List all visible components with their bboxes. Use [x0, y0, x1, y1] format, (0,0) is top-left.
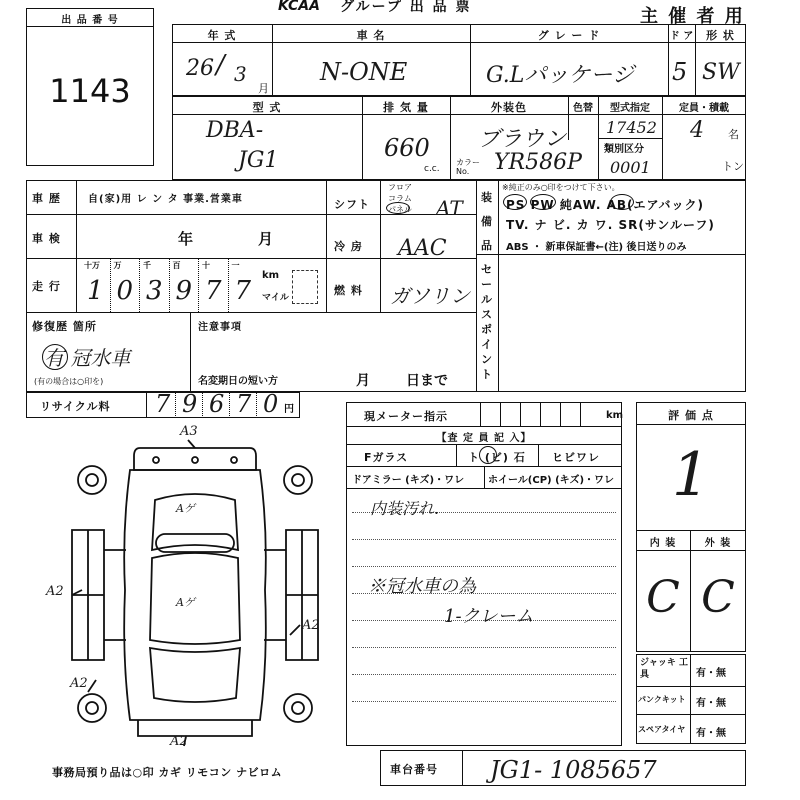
exterior-score: C — [701, 572, 735, 623]
damage-mark-right: A2 — [302, 618, 320, 633]
model-line1: DBA- — [206, 118, 264, 143]
name-change-label: 名変期日の短い方 — [198, 376, 278, 387]
car-name-value: N-ONE — [320, 58, 408, 86]
type-designation-value: 17452 — [606, 118, 657, 137]
score-label: 評 価 点 — [668, 409, 714, 422]
damage-mark-bottom: A2 — [170, 734, 188, 749]
shift-label: シフト — [334, 198, 370, 211]
inspector-note-2: ※冠水車の為 — [368, 576, 476, 597]
history-options: 自(家)用 レ ン タ 事業.営業車 — [88, 194, 243, 205]
recycle-digit: 9 — [182, 390, 198, 418]
capacity-label: 定員・積載 — [679, 103, 729, 114]
recycle-digit: 7 — [236, 390, 252, 418]
shift-option-panel: パネル — [388, 205, 412, 214]
wheel-label: ホイール(CP) (キズ)・ワレ — [488, 475, 615, 486]
year-value: 26 — [186, 56, 214, 81]
mileage-digit-label: 万 — [113, 261, 122, 270]
caution-label: 注意事項 — [198, 322, 242, 333]
mileage-digit: 1 — [87, 276, 104, 306]
mileage-digit: 3 — [146, 276, 163, 306]
mileage-digit-label: 十万 — [84, 261, 100, 270]
shift-value: AT — [436, 196, 463, 220]
inspection-month: 月 — [258, 230, 275, 248]
fuel-value: ガソリン — [390, 284, 470, 308]
roof-mark: Aゲ — [176, 502, 195, 515]
equipment-note: ※純正のみ○印をつけて下さい。 — [502, 183, 620, 192]
mile-label: マイル — [262, 293, 289, 303]
group-title: グループ 出 品 票 — [340, 0, 472, 15]
puncture-kit-label: パンクキット — [638, 695, 686, 704]
body-label: 形 状 — [706, 29, 735, 42]
office-note: 事務局預り品は○印 カギ リモコン ナビロム — [52, 766, 283, 779]
sales-point-label: セールスポイント — [481, 263, 493, 381]
inspection-year: 年 — [178, 230, 195, 248]
color-number-label: カラー No. — [456, 158, 480, 176]
history-label: 車 歴 — [32, 192, 61, 205]
repair-value: 有 冠水車 — [44, 346, 131, 370]
doors-label: ド ア — [669, 31, 694, 42]
equipment-line3: ABS ・ 新車保証書←(注) 後日送りのみ — [506, 242, 687, 253]
mile-checkbox[interactable] — [292, 270, 318, 304]
meter-label: 現メーター指示 — [364, 410, 448, 423]
interior-label: 内 装 — [649, 538, 677, 549]
name-change-day: 日まで — [406, 373, 448, 389]
displacement-unit: c.c. — [424, 164, 440, 174]
km-label: km — [262, 270, 280, 281]
mileage-label: 走 行 — [32, 280, 61, 293]
shift-option-column: コラム — [388, 194, 412, 203]
repair-note: (有の場合は○印を) — [34, 377, 104, 386]
equipment-line2: TV. ナ ビ. カ ワ. SR(サンルーフ) — [506, 218, 715, 232]
type-designation-label: 型式指定 — [610, 103, 650, 114]
capacity-unit: 名 — [728, 128, 739, 141]
month-value: 3 — [234, 62, 247, 86]
mileage-digit: 7 — [205, 276, 222, 306]
capacity-value: 4 — [690, 118, 704, 143]
spare-tire-choice[interactable]: 有・無 — [696, 728, 726, 739]
glass-label: Fガラス — [364, 451, 409, 464]
inspector-title: 【査 定 員 記 入】 — [436, 433, 532, 444]
exterior-label: 外 装 — [704, 538, 732, 549]
car-diagram — [60, 430, 330, 760]
inspector-note-1: 内装汚れ. — [370, 499, 440, 518]
body-mark: Aゲ — [176, 596, 195, 609]
damage-mark-left: A2 — [46, 584, 64, 599]
mileage-digit: 0 — [116, 276, 134, 306]
ac-value: AAC — [398, 236, 447, 261]
class-label: 類別区分 — [604, 144, 644, 155]
car-name-label: 車 名 — [356, 29, 386, 42]
puncture-kit-choice[interactable]: 有・無 — [696, 698, 726, 709]
recycle-unit: 円 — [284, 404, 294, 415]
interior-score: C — [646, 572, 680, 623]
displacement-label: 排 気 量 — [383, 101, 429, 114]
class-value: 0001 — [610, 158, 651, 177]
month-unit: 月 — [258, 82, 269, 95]
lot-label: 出 品 番 号 — [61, 15, 119, 26]
fuel-label: 燃 料 — [334, 284, 363, 297]
ac-label: 冷 房 — [334, 240, 363, 253]
load-unit: トン — [722, 160, 744, 173]
damage-mark-top: A3 — [180, 424, 198, 439]
body-value: SW — [702, 60, 740, 85]
name-change-month: 月 — [356, 373, 371, 389]
displacement-value: 660 — [384, 134, 430, 162]
doors-value: 5 — [672, 58, 688, 86]
grade-value: G.Lパッケージ — [486, 63, 634, 88]
mileage-digit: 9 — [175, 276, 193, 306]
mirror-label: ドアミラー (キズ)・ワレ — [352, 475, 465, 486]
organizer-label: 主 催 者 用 — [640, 6, 745, 27]
repair-label: 修復歴 箇所 — [32, 320, 97, 333]
jack-choice[interactable]: 有・無 — [696, 668, 726, 679]
equipment-label: 装備品 — [481, 191, 493, 252]
logo: KCAA — [278, 0, 320, 14]
glass-crack: ヒビワレ — [552, 451, 600, 464]
mileage-digit-label: 一 — [231, 261, 240, 270]
inspector-note-3: 1-クレーム — [444, 606, 534, 627]
grade-label: グ レ ー ド — [537, 29, 601, 42]
meter-km: km — [606, 410, 624, 421]
score-value: 1 — [671, 440, 711, 510]
chassis-label: 車台番号 — [390, 763, 438, 776]
color-value: ブラウン — [478, 127, 567, 152]
lot-number: 1143 — [49, 72, 131, 110]
color-change-label: 色替 — [573, 103, 593, 114]
year-label: 年 式 — [207, 29, 237, 42]
color-number-value: YR586P — [494, 150, 582, 175]
equipment-line1: PS PW 純AW. AB(エアバック) — [506, 198, 705, 212]
mileage-digit-label: 百 — [172, 261, 181, 270]
inspection-label: 車 検 — [32, 232, 61, 245]
color-label: 外装色 — [491, 101, 527, 114]
mileage-digit-label: 千 — [143, 261, 151, 270]
damage-mark-lower-left: A2 — [70, 676, 88, 691]
recycle-digit: 7 — [155, 390, 171, 418]
mileage-digit-label: 十 — [202, 261, 210, 270]
model-line2: JG1 — [238, 148, 279, 173]
mileage-digit: 7 — [234, 276, 252, 306]
shift-option-floor: フロア — [388, 183, 412, 192]
spare-tire-label: スペアタイヤ — [638, 725, 686, 734]
chassis-number: JG1- 1085657 — [490, 756, 657, 784]
recycle-label: リサイクル料 — [40, 400, 111, 413]
recycle-digit: 6 — [209, 390, 225, 418]
model-label: 型 式 — [252, 101, 282, 114]
jack-label: ジャッキ 工 具 — [640, 658, 688, 680]
glass-options: ト (ビ) 石 — [468, 451, 526, 464]
recycle-digit: 0 — [263, 390, 279, 418]
